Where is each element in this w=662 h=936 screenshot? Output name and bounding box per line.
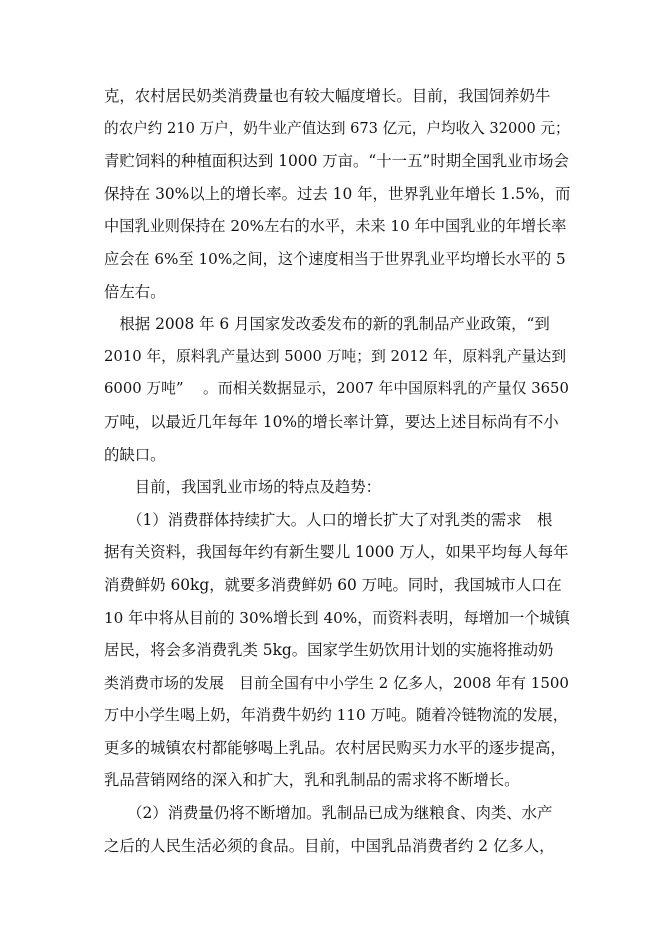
text-line-16: 消费鲜奶 60kg，就要多消费鲜奶 60 万吨。同时，我国城市人口在 (104, 575, 562, 594)
text-line-8: 根据 2008 年 6 月国家发改委发布的新的乳制品产业政策，“到 (104, 315, 550, 334)
text-line-21: 更多的城镇农村都能够喝上乳品。农村居民购买力水平的逐步提高， (104, 738, 566, 757)
text-line-19: 类消费市场的发展 目前全国有中小学生 2 亿多人，2008 年有 1500 (104, 673, 569, 692)
text-line-5: 中国乳业则保持在 20%左右的水平，未来 10 年中国乳业的年增长率 (104, 217, 567, 236)
text-line-22: 乳品营销网络的深入和扩大，乳和乳制品的需求将不断增长。 (104, 771, 520, 790)
text-line-7: 倍左右。 (104, 282, 166, 301)
text-line-20: 万中小学生喝上奶，年消费牛奶约 110 万吨。随着冷链物流的发展， (104, 706, 568, 725)
text-line-15: 据有关资料，我国每年约有新生婴儿 1000 万人，如果平均每人每年 (104, 543, 569, 562)
text-line-6: 应会在 6%至 10%之间，这个速度相当于世界乳业平均增长水平的 5 (104, 249, 566, 268)
text-line-3: 青贮饲料的种植面积达到 1000 万亩。“十一五”时期全国乳业市场会 (104, 152, 569, 171)
text-line-4: 保持在 30%以上的增长率。过去 10 年，世界乳业年增长 1.5%，而 (104, 184, 571, 203)
text-line-18: 居民，将会多消费乳类 5kg。国家学生奶饮用计划的实施将推动奶 (104, 641, 554, 660)
text-line-12: 的缺口。 (104, 445, 166, 464)
text-line-13: 目前，我国乳业市场的特点及趋势： (104, 478, 382, 497)
text-line-10: 6000 万吨” 。而相关数据显示，2007 年中国原料乳的产量仅 3650 (104, 380, 569, 398)
text-line-9: 2010 年，原料乳产量达到 5000 万吨；到 2012 年，原料乳产量达到 (104, 347, 567, 365)
text-line-11: 万吨，以最近几年每年 10%的增长率计算，要达上述目标尚有不小 (104, 412, 559, 431)
text-line-2: 的农户约 210 万户，奶牛业产值达到 673 亿元，户均收入 32000 元； (104, 119, 570, 137)
text-line-14: （1）消费群体持续扩大。人口的增长扩大了对乳类的需求 根 (104, 510, 553, 529)
text-line-1: 克，农村居民奶类消费量也有较大幅度增长。目前，我国饲养奶牛 (104, 87, 551, 105)
text-line-23: （2）消费量仍将不断增加。乳制品已成为继粮食、肉类、水产 (104, 804, 553, 823)
text-line-24: 之后的人民生活必须的食品。目前，中国乳品消费者约 2 亿多人， (104, 836, 555, 855)
text-line-17: 10 年中将从目前的 30%增长到 40%，而资料表明，每增加一个城镇 (104, 608, 570, 627)
document-body (104, 80, 570, 862)
